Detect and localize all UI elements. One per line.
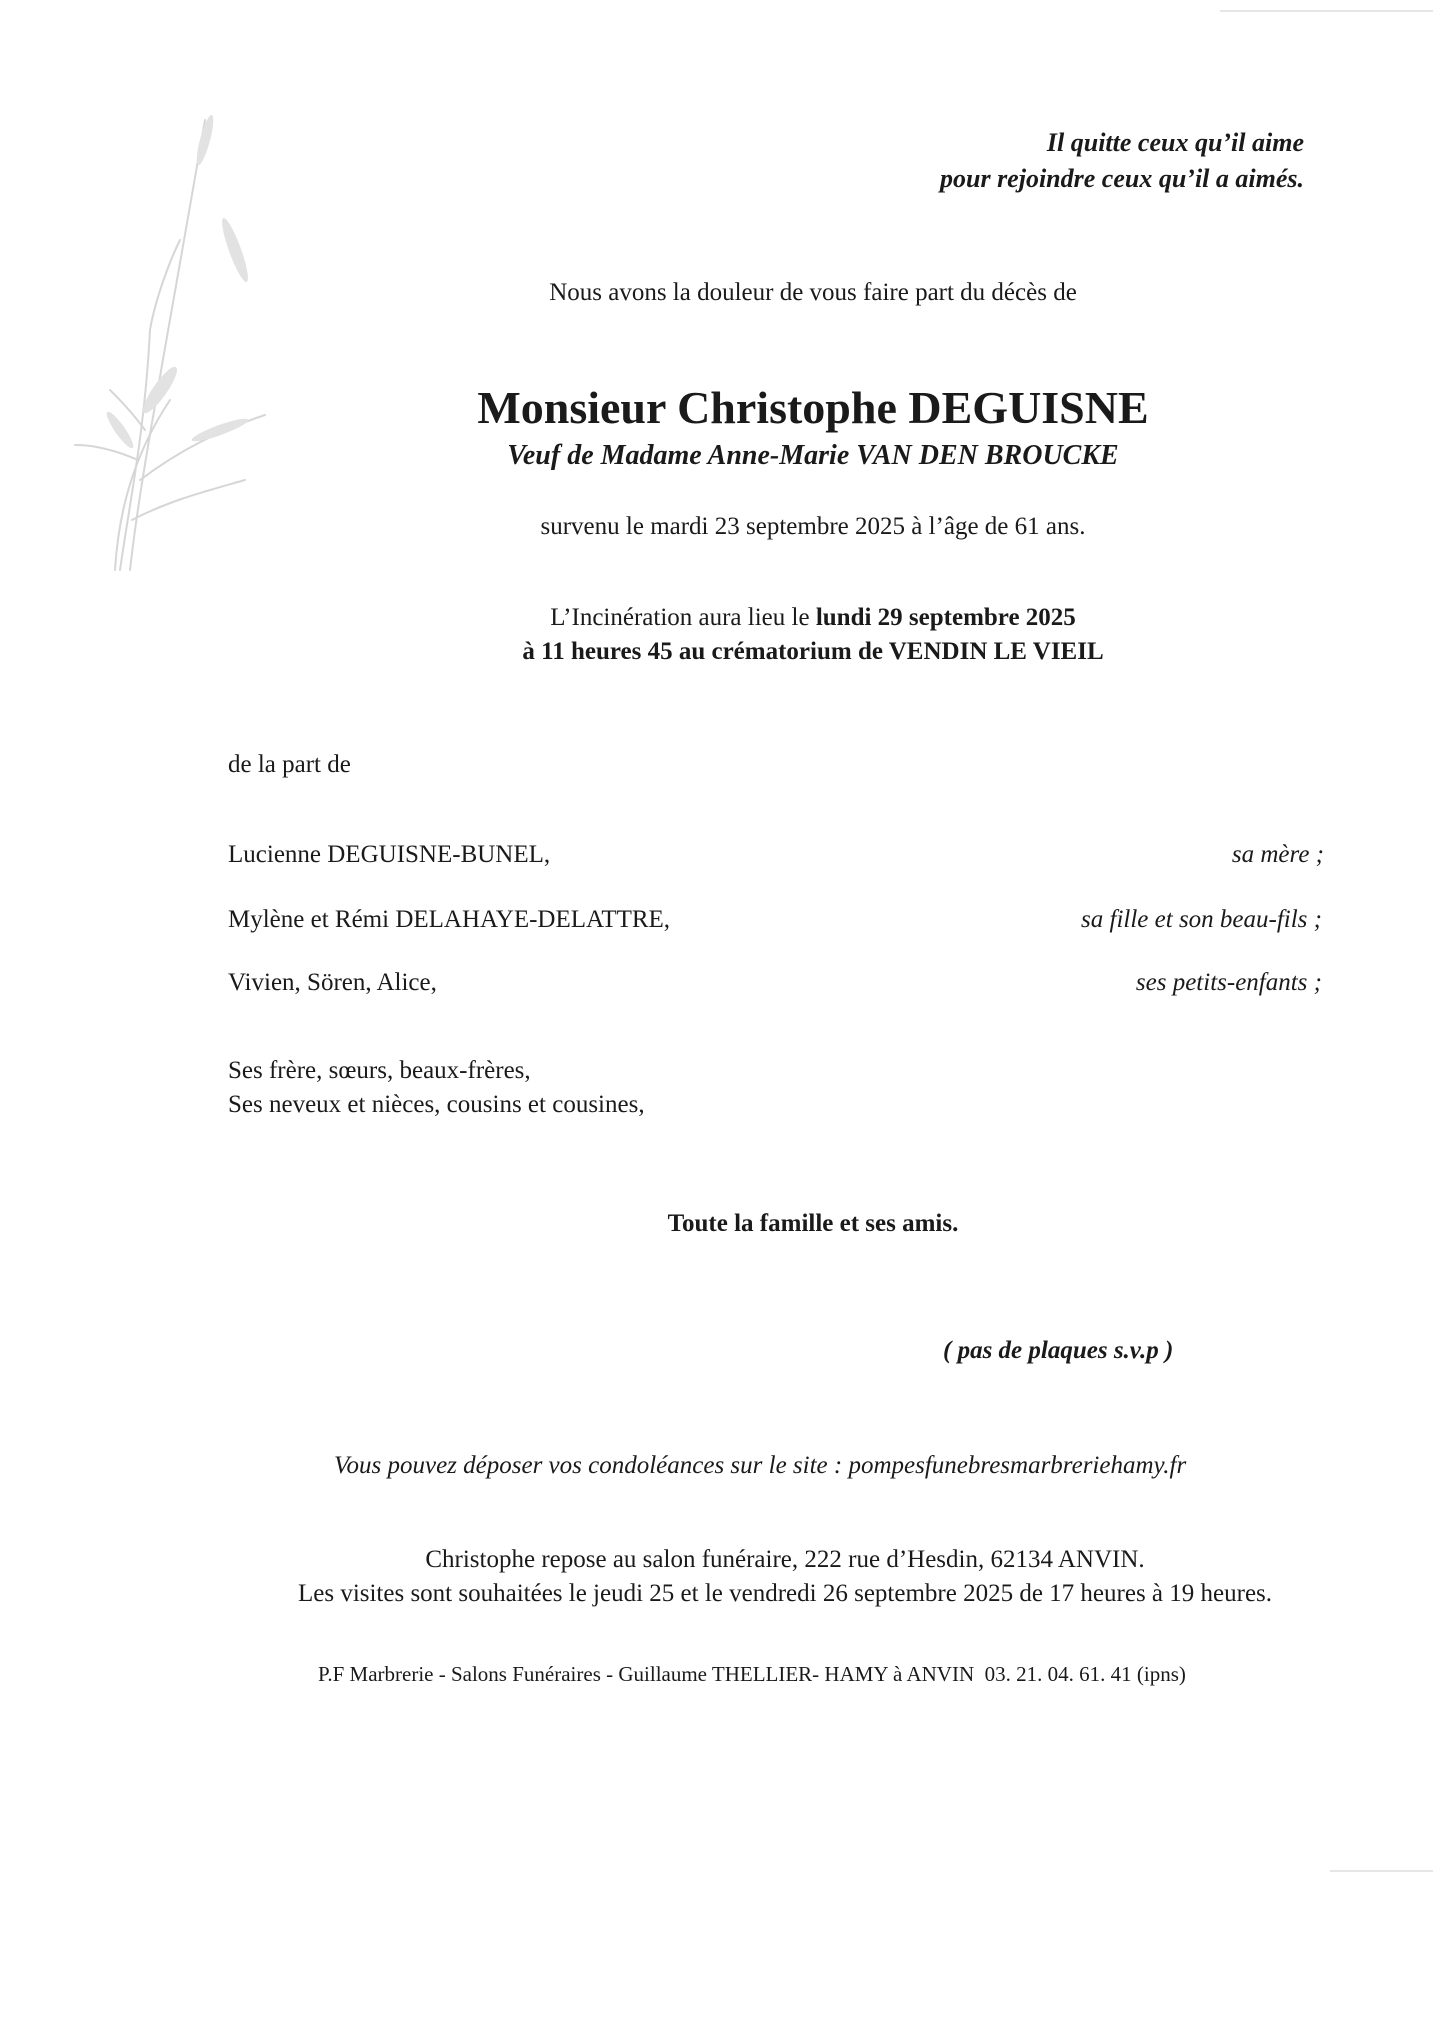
ceremony-line-2: à 11 heures 45 au crématorium de VENDIN LE VIEIL <box>522 638 1104 665</box>
from-label: de la part de <box>228 751 351 778</box>
extended-family-line-2: Ses neveux et nièces, cousins et cousines, <box>228 1091 645 1118</box>
scan-edge-top <box>1220 10 1433 12</box>
extended-family-line-1: Ses frère, sœurs, beaux-frères, <box>228 1057 531 1084</box>
ceremony-info <box>418 601 1208 669</box>
funeral-home-footer: P.F Marbrerie - Salons Funéraires - Guillaume THELLIER- HAMY à ANVIN 03. 21. 04. 61. 41 (ipns) <box>318 1662 1186 1686</box>
visit-line-2: Les visites sont souhaitées le jeudi 25 et le vendredi 26 septembre 2025 de 17 heures à 19 heures. <box>297 1580 1273 1607</box>
deceased-name: Monsieur Christophe DEGUISNE <box>477 382 1149 433</box>
death-info: survenu le mardi 23 septembre 2025 à l’âge de 61 ans. <box>540 513 1086 540</box>
family-member-relation: sa fille et son beau-fils ; <box>1081 906 1322 933</box>
family-member-name: Lucienne DEGUISNE-BUNEL, <box>228 841 551 868</box>
family-member-relation: ses petits-enfants ; <box>1135 969 1322 996</box>
quote-line-1: Il quitte ceux qu’il aime <box>1046 128 1304 157</box>
scan-edge-bottom <box>1330 1870 1433 1872</box>
ceremony-date: lundi 29 septembre 2025 <box>815 604 1076 631</box>
intro-text: Nous avons la douleur de vous faire part du décès de <box>549 279 1077 306</box>
ceremony-prefix: L’Incinération aura lieu le <box>550 604 816 631</box>
extended-family <box>228 1054 645 1122</box>
no-plaques-note: ( pas de plaques s.v.p ) <box>943 1337 1174 1364</box>
ceremony-line-1 <box>418 601 1208 635</box>
family-member-name: Mylène et Rémi DELAHAYE-DELATTRE, <box>228 906 671 933</box>
visit-info <box>230 1543 1340 1611</box>
epitaph-quote <box>720 125 1304 197</box>
family-member-name: Vivien, Sören, Alice, <box>228 969 437 996</box>
closing-text: Toute la famille et ses amis. <box>667 1210 959 1237</box>
quote-line-2: pour rejoindre ceux qu’il a aimés. <box>939 164 1304 193</box>
family-member-relation: sa mère ; <box>1231 841 1324 868</box>
wheat-decoration-icon <box>20 100 280 580</box>
visit-line-1: Christophe repose au salon funéraire, 222 rue d’Hesdin, 62134 ANVIN. <box>425 1546 1145 1573</box>
spouse-line: Veuf de Madame Anne-Marie VAN DEN BROUCKE <box>507 440 1119 471</box>
condolences-text: Vous pouvez déposer vos condoléances sur le site : pompesfunebresmarbreriehamy.fr <box>334 1452 1187 1479</box>
